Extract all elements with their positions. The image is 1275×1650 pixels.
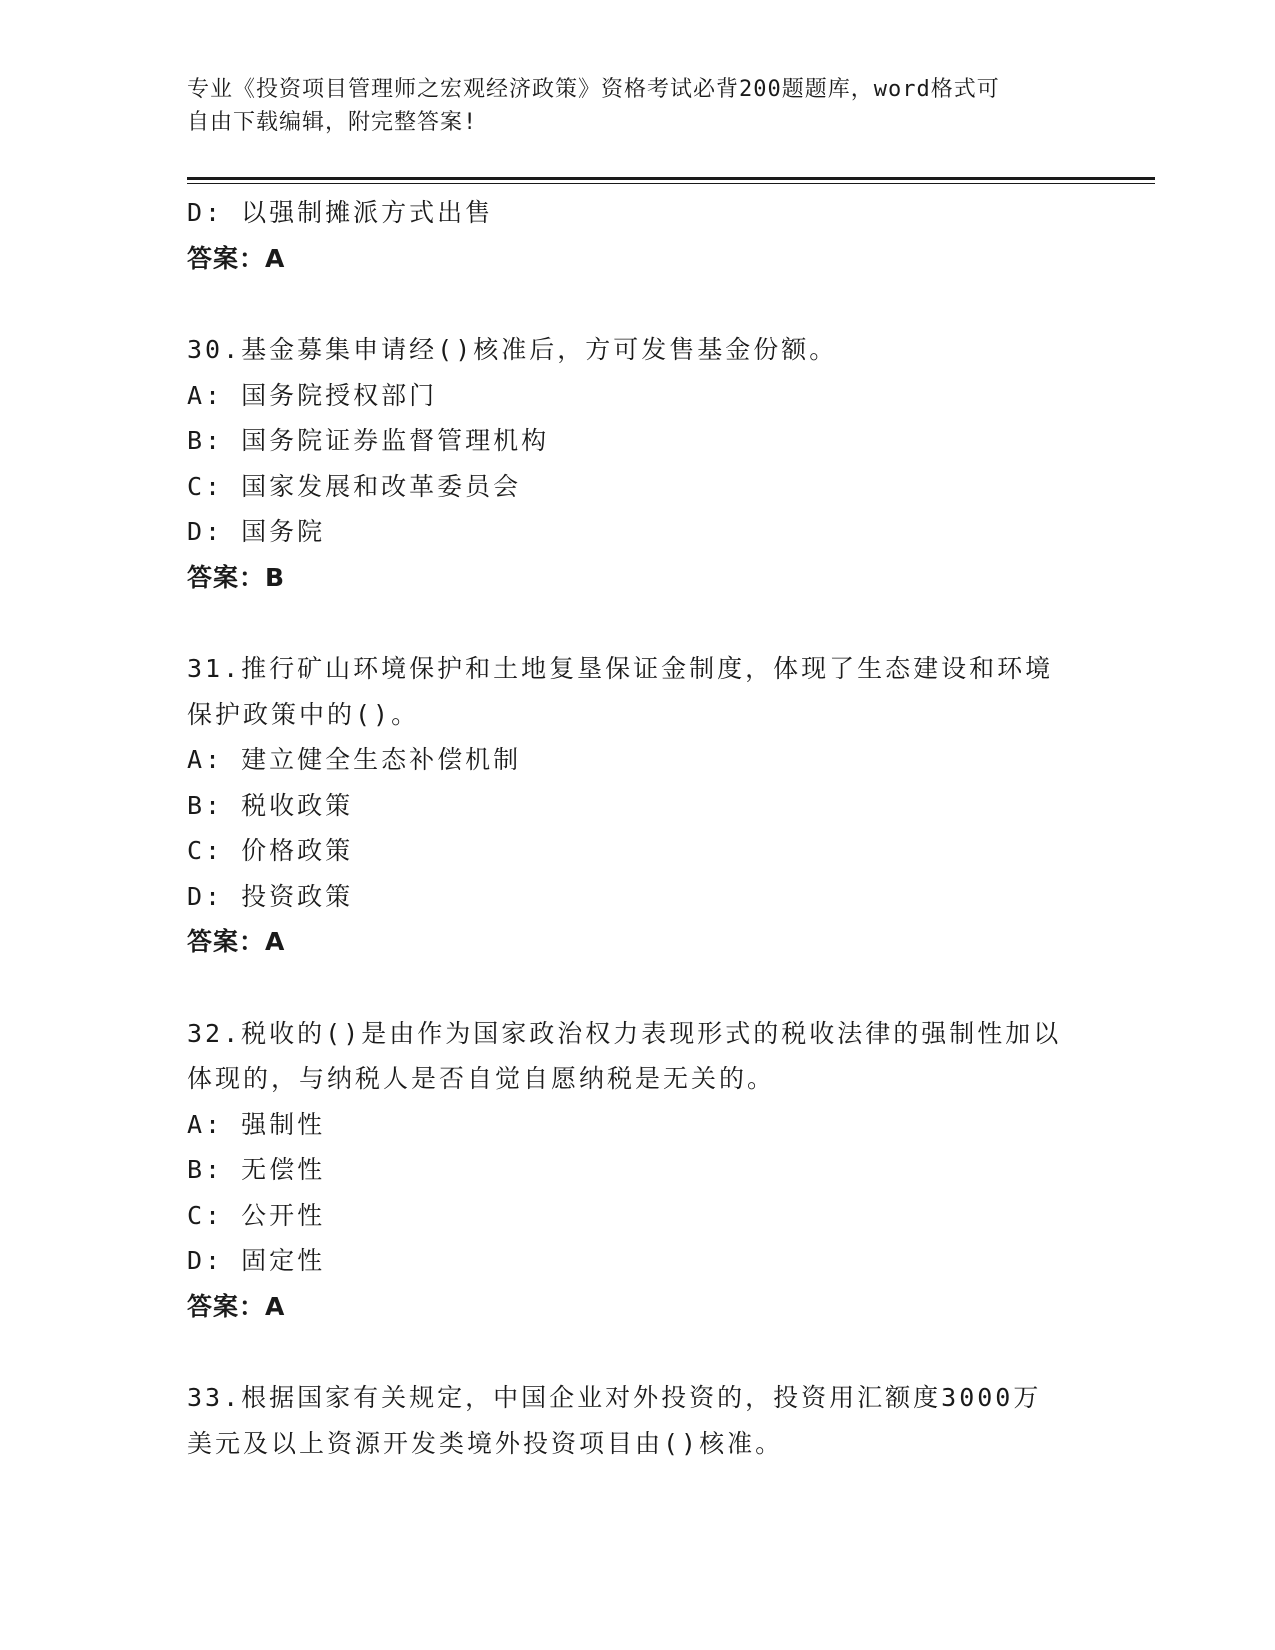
- answer-line: 答案：A: [187, 1291, 286, 1321]
- page-header: [187, 73, 1067, 139]
- question-text-line-2: 体现的，与纳税人是否自觉自愿纳税是无关的。: [187, 1064, 776, 1093]
- option-d: D: 投资政策: [187, 881, 354, 911]
- option-c: C: 价格政策: [187, 836, 354, 865]
- question-text-line-1: 32.税收的()是由作为国家政治权力表现形式的税收法律的强制性加以: [187, 1018, 1062, 1048]
- question-text-line-2: 保护政策中的()。: [187, 699, 420, 729]
- option-d: D: 固定性: [187, 1246, 326, 1275]
- option-b: B: 国务院证券监督管理机构: [187, 426, 550, 455]
- answer-line: 答案：A: [187, 243, 286, 273]
- option-d: D: 国务院: [187, 517, 326, 546]
- answer-line: 答案：B: [187, 562, 286, 592]
- question-text: 30.基金募集申请经()核准后，方可发售基金份额。: [187, 335, 838, 364]
- option-a: A: 强制性: [187, 1109, 326, 1139]
- option-a: A: 国务院授权部门: [187, 380, 438, 410]
- header-line-1: 专业《投资项目管理师之宏观经济政策》资格考试必背200题题库，word格式可: [187, 77, 1000, 102]
- header-line-2: 自由下载编辑，附完整答案!: [187, 110, 478, 135]
- option-a: A: 建立健全生态补偿机制: [187, 745, 522, 774]
- option-b: B: 税收政策: [187, 790, 354, 820]
- question-text-line-2: 美元及以上资源开发类境外投资项目由()核准。: [187, 1428, 784, 1458]
- previous-question-tail: [187, 190, 1077, 281]
- question-text-line-1: 33.根据国家有关规定，中国企业对外投资的，投资用汇额度3000万: [187, 1383, 1042, 1412]
- header-divider-thick: [187, 177, 1155, 180]
- answer-line: 答案：A: [187, 927, 286, 956]
- header-divider-thin: [187, 183, 1155, 184]
- question-30: [187, 327, 1077, 600]
- question-31: [187, 646, 1077, 965]
- option-c: C: 国家发展和改革委员会: [187, 471, 522, 501]
- option-c: C: 公开性: [187, 1200, 326, 1230]
- question-text-line-1: 31.推行矿山环境保护和土地复垦保证金制度，体现了生态建设和环境: [187, 654, 1054, 683]
- option-b: B: 无偿性: [187, 1155, 326, 1184]
- question-32: [187, 1011, 1077, 1330]
- question-content: [187, 190, 1077, 1466]
- question-33: [187, 1375, 1077, 1466]
- option-d: D: 以强制摊派方式出售: [187, 198, 494, 227]
